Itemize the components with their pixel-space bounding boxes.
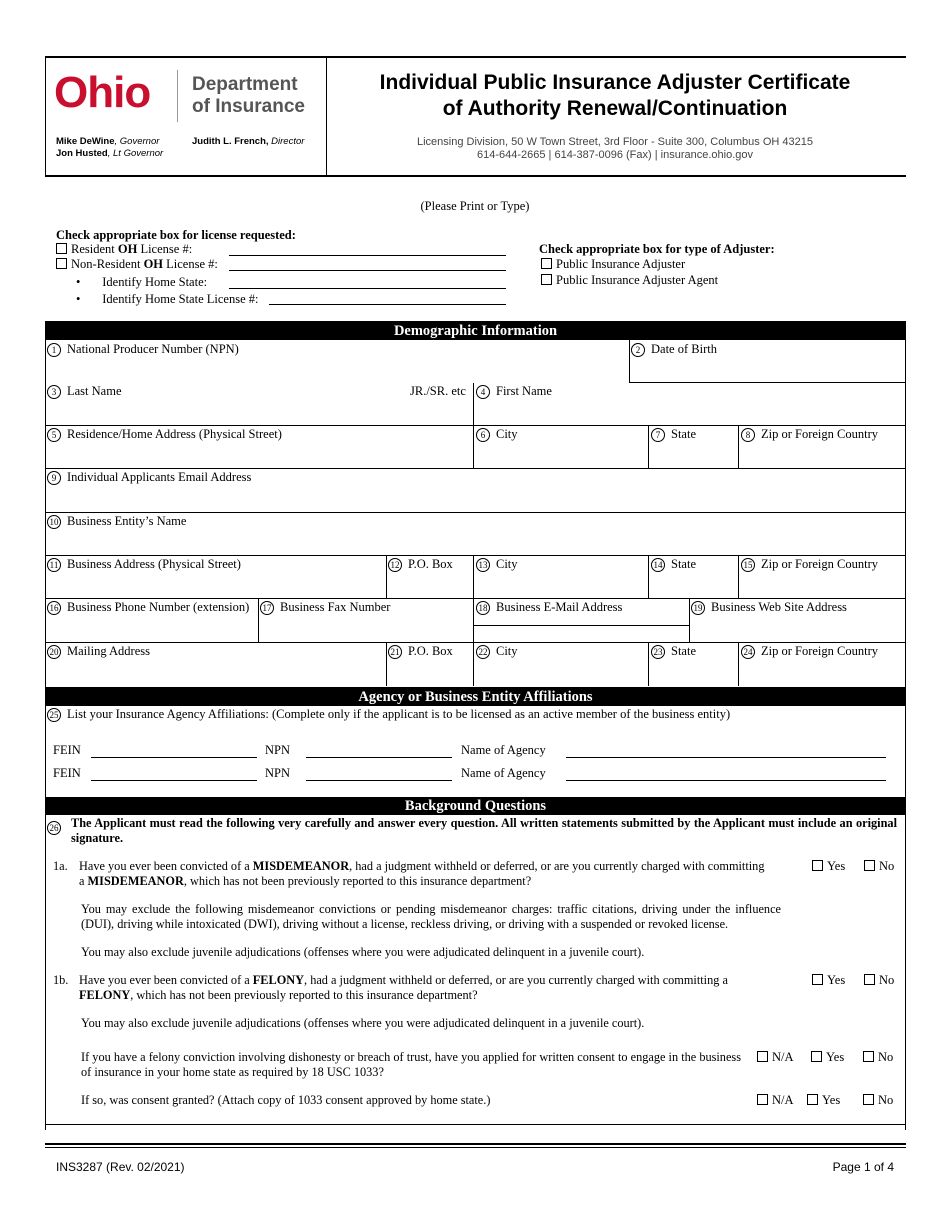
question-1b-yes-checkbox[interactable] bbox=[812, 974, 823, 985]
agency-header: Agency or Business Entity Affiliations bbox=[45, 687, 906, 706]
row-line bbox=[45, 425, 906, 426]
col-line bbox=[648, 556, 649, 599]
field-business-po-box[interactable]: 12 P.O. Box bbox=[388, 557, 453, 572]
question-1a-text: Have you ever been convicted of a MISDEMEANOR, had a judgment withheld or deferred, or are you currently charged with committing a MISDEMEANOR, which has not been previously reported to this insurance department? bbox=[79, 859, 765, 888]
question-1a-no-checkbox[interactable] bbox=[864, 860, 875, 871]
header-left-border bbox=[45, 57, 46, 176]
header-bottom-rule bbox=[45, 175, 906, 177]
question-1b-label: 1b. bbox=[53, 973, 69, 987]
agency-name-label-1: Name of Agency bbox=[461, 743, 546, 757]
field-business-email[interactable]: 18 Business E-Mail Address bbox=[476, 600, 622, 615]
logo-divider bbox=[177, 70, 178, 122]
fein-label-1: FEIN bbox=[53, 743, 81, 757]
home-state-license-field[interactable] bbox=[269, 304, 506, 305]
field-email[interactable]: 9 Individual Applicants Email Address bbox=[47, 470, 251, 485]
question-granted-no[interactable]: No bbox=[863, 1093, 893, 1108]
footer-rule-2 bbox=[45, 1147, 906, 1148]
field-business-fax[interactable]: 17 Business Fax Number bbox=[260, 600, 390, 615]
question-consent-no-checkbox[interactable] bbox=[863, 1051, 874, 1062]
field-business-website[interactable]: 19 Business Web Site Address bbox=[691, 600, 847, 615]
question-1a-yes-checkbox[interactable] bbox=[812, 860, 823, 871]
form-bottom-line bbox=[45, 1124, 906, 1125]
nonresident-license-field[interactable] bbox=[229, 270, 506, 271]
demographic-header: Demographic Information bbox=[45, 321, 906, 340]
row-line bbox=[45, 468, 906, 469]
question-granted-yes[interactable]: Yes bbox=[807, 1093, 840, 1108]
field-residence-state[interactable]: 7 State bbox=[651, 427, 696, 442]
field-26-number: 26 bbox=[47, 818, 67, 836]
question-1b-no[interactable]: No bbox=[864, 973, 894, 988]
field-mailing-address[interactable]: 20 Mailing Address bbox=[47, 644, 150, 659]
field-business-entity-name[interactable]: 10 Business Entity’s Name bbox=[47, 514, 186, 529]
adjuster-heading: Check appropriate box for type of Adjuster: bbox=[539, 242, 775, 256]
adjuster-checkbox-2[interactable] bbox=[541, 274, 552, 285]
question-1b-no-checkbox[interactable] bbox=[864, 974, 875, 985]
question-consent-na[interactable]: N/A bbox=[757, 1050, 794, 1065]
field-last-name[interactable]: 3 Last Name bbox=[47, 384, 122, 399]
npn-label-2: NPN bbox=[265, 766, 291, 780]
col-line bbox=[473, 383, 474, 469]
question-granted-yes-checkbox[interactable] bbox=[807, 1094, 818, 1105]
adjuster-option-2[interactable]: Public Insurance Adjuster Agent bbox=[541, 273, 718, 288]
resident-checkbox[interactable] bbox=[56, 243, 67, 254]
nonresident-option[interactable]: Non-Resident OH License #: bbox=[56, 257, 218, 272]
field-residence-city[interactable]: 6 City bbox=[476, 427, 518, 442]
field-business-city[interactable]: 13 City bbox=[476, 557, 518, 572]
resident-license-field[interactable] bbox=[229, 255, 506, 256]
col-line bbox=[258, 599, 259, 642]
fein-field-1[interactable] bbox=[91, 757, 257, 758]
header-divider bbox=[326, 57, 327, 176]
col-line bbox=[738, 556, 739, 599]
col-line bbox=[473, 556, 474, 686]
department-name: Department of Insurance bbox=[192, 74, 305, 117]
juvenile-exclusion-2: You may also exclude juvenile adjudications (offenses where you were adjudicated delinquent in a juvenile court). bbox=[81, 1016, 645, 1030]
juvenile-exclusion-1: You may also exclude juvenile adjudications (offenses where you were adjudicated delinquent in a juvenile court). bbox=[81, 945, 645, 959]
col-line bbox=[629, 340, 630, 383]
agency-name-field-2[interactable] bbox=[566, 780, 886, 781]
nonresident-checkbox[interactable] bbox=[56, 258, 67, 269]
question-granted-na[interactable]: N/A bbox=[757, 1093, 794, 1108]
field-mailing-po-box[interactable]: 21 P.O. Box bbox=[388, 644, 453, 659]
question-granted-text: If so, was consent granted? (Attach copy of 1033 consent approved by home state.) bbox=[81, 1093, 491, 1107]
field-business-address[interactable]: 11 Business Address (Physical Street) bbox=[47, 557, 241, 572]
col-line bbox=[738, 643, 739, 686]
form-right-border bbox=[905, 321, 906, 1130]
question-granted-no-checkbox[interactable] bbox=[863, 1094, 874, 1105]
col-line bbox=[648, 426, 649, 469]
question-1a-yes[interactable]: Yes bbox=[812, 859, 845, 874]
field-business-phone[interactable]: 16 Business Phone Number (extension) bbox=[47, 600, 249, 615]
col-line bbox=[689, 599, 690, 642]
question-1b-text: Have you ever been convicted of a FELONY, had a judgment withheld or deferred, or are you currently charged with committing a FELONY, which has not been previously reported to this insurance department? bbox=[79, 973, 728, 1002]
field-first-name[interactable]: 4 First Name bbox=[476, 384, 552, 399]
director-block: Judith L. French, Director bbox=[192, 136, 305, 147]
row-line bbox=[45, 642, 906, 643]
question-consent-text: If you have a felony conviction involving dishonesty or breach of trust, have you applied for written consent to engage in the business of insurance in your home state as required by 18 USC 1033? bbox=[81, 1050, 741, 1079]
affiliations-instruction: 25 List your Insurance Agency Affiliations: (Complete only if the applicant is to be licensed as an active member of the business entity) bbox=[47, 707, 730, 722]
field-npn[interactable]: 1 National Producer Number (NPN) bbox=[47, 342, 239, 357]
home-state-label: • Identify Home State: bbox=[76, 275, 208, 289]
question-consent-yes[interactable]: Yes bbox=[811, 1050, 844, 1065]
home-state-field[interactable] bbox=[229, 288, 506, 289]
print-note: (Please Print or Type) bbox=[420, 199, 530, 213]
form-left-border bbox=[45, 321, 46, 1130]
field-residence-address[interactable]: 5 Residence/Home Address (Physical Street) bbox=[47, 427, 282, 442]
header-top-rule bbox=[45, 56, 906, 58]
question-1a-no[interactable]: No bbox=[864, 859, 894, 874]
question-1a-label: 1a. bbox=[53, 859, 68, 873]
npn-label-1: NPN bbox=[265, 743, 291, 757]
background-header: Background Questions bbox=[45, 797, 906, 815]
resident-option[interactable]: Resident OH License #: bbox=[56, 242, 192, 257]
ohio-logo: Ohio bbox=[54, 68, 151, 117]
col-line bbox=[648, 643, 649, 686]
question-consent-na-checkbox[interactable] bbox=[757, 1051, 768, 1062]
adjuster-checkbox-1[interactable] bbox=[541, 258, 552, 269]
row-line bbox=[45, 555, 906, 556]
row-line bbox=[45, 598, 906, 599]
question-consent-no[interactable]: No bbox=[863, 1050, 893, 1065]
question-1b-yes[interactable]: Yes bbox=[812, 973, 845, 988]
row-line bbox=[45, 512, 906, 513]
field-mailing-zip[interactable]: 24 Zip or Foreign Country bbox=[741, 644, 878, 659]
col-line bbox=[738, 426, 739, 469]
question-consent-yes-checkbox[interactable] bbox=[811, 1051, 822, 1062]
misdemeanor-exclusion: You may exclude the following misdemeanor convictions or pending misdemeanor charges: traffic citations, driving under the influence (DUI), driving while intoxicated (DWI), driving without a license, reckless driving, or driving with a suspended or revoked license. bbox=[81, 902, 781, 931]
question-granted-na-checkbox[interactable] bbox=[757, 1094, 768, 1105]
field-business-zip[interactable]: 15 Zip or Foreign Country bbox=[741, 557, 878, 572]
agency-name-label-2: Name of Agency bbox=[461, 766, 546, 780]
row-line bbox=[474, 625, 689, 626]
contact-block: Licensing Division, 50 W Town Street, 3rd Floor - Suite 300, Columbus OH 43215 614-644-2665 | 614-387-0096 (Fax) | insurance.ohio.gov bbox=[417, 136, 813, 161]
license-heading: Check appropriate box for license requested: bbox=[56, 228, 296, 242]
field-business-state[interactable]: 14 State bbox=[651, 557, 696, 572]
agency-name-field-1[interactable] bbox=[566, 757, 886, 758]
form-title: Individual Public Insurance Adjuster Certificate of Authority Renewal/Continuation bbox=[379, 71, 851, 120]
field-mailing-state[interactable]: 23 State bbox=[651, 644, 696, 659]
footer-rule-1 bbox=[45, 1143, 906, 1145]
npn-field-1[interactable] bbox=[306, 757, 452, 758]
field-residence-zip[interactable]: 8 Zip or Foreign Country bbox=[741, 427, 878, 442]
adjuster-option-1[interactable]: Public Insurance Adjuster bbox=[541, 257, 685, 272]
col-line bbox=[386, 556, 387, 599]
col-line bbox=[386, 643, 387, 686]
background-intro: The Applicant must read the following very carefully and answer every question. All written statements submitted by the Applicant must include an original signature. bbox=[71, 816, 897, 845]
field-suffix[interactable]: JR./SR. etc bbox=[410, 384, 466, 398]
fein-label-2: FEIN bbox=[53, 766, 81, 780]
field-date-of-birth[interactable]: 2 Date of Birth bbox=[631, 342, 717, 357]
npn-field-2[interactable] bbox=[306, 780, 452, 781]
row-line bbox=[629, 382, 906, 383]
form-number: INS3287 (Rev. 02/2021) bbox=[56, 1160, 185, 1174]
field-mailing-city[interactable]: 22 City bbox=[476, 644, 518, 659]
governor-block: Mike DeWine, Governor Jon Husted, Lt Governor bbox=[56, 136, 164, 159]
fein-field-2[interactable] bbox=[91, 780, 257, 781]
page-number: Page 1 of 4 bbox=[832, 1160, 894, 1174]
home-state-license-label: • Identify Home State License #: bbox=[76, 292, 259, 306]
